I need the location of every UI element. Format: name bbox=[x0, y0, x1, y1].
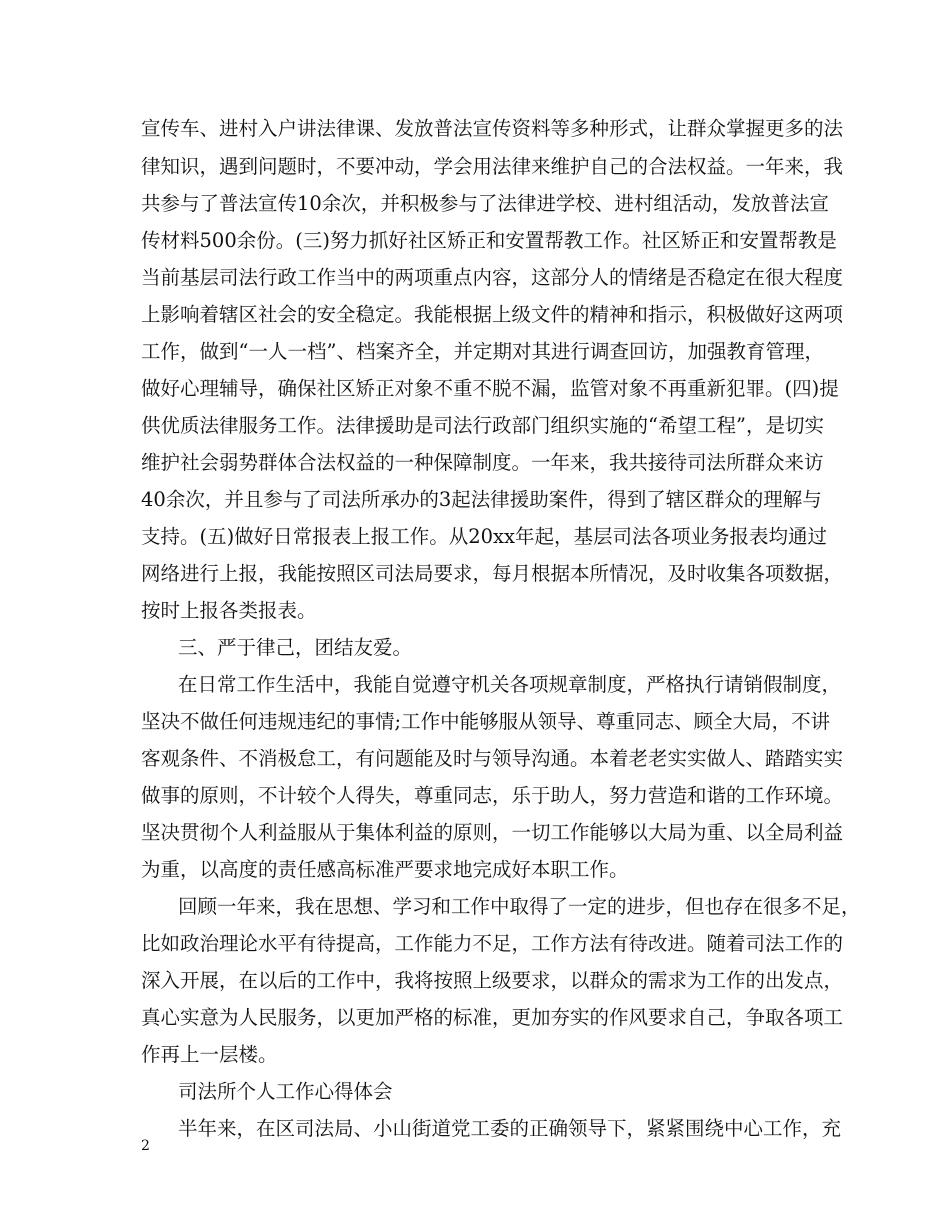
text-line: 当前基层司法行政工作当中的两项重点内容，这部分人的情绪是否稳定在很大程度 bbox=[141, 266, 844, 289]
text-line: 客观条件、不消极怠工，有问题能及时与领导沟通。本着老老实实做人、踏踏实实 bbox=[141, 747, 844, 770]
text-line: 律知识，遇到问题时，不要冲动，学会用法律来维护自己的合法权益。一年来，我 bbox=[141, 155, 844, 178]
text-line: 上影响着辖区社会的安全稳定。我能根据上级文件的精神和指示，积极做好这两项 bbox=[141, 303, 844, 326]
text-line: 坚决不做任何违规违纪的事情;工作中能够服从领导、尊重同志、顾全大局，不讲 bbox=[141, 710, 831, 733]
text-line: 维护社会弱势群体合法权益的一种保障制度。一年来，我共接待司法所群众来访 bbox=[141, 451, 824, 474]
text-line: 作再上一层楼。 bbox=[141, 1043, 278, 1066]
text-line: 深入开展，在以后的工作中，我将按照上级要求，以群众的需求为工作的出发点， bbox=[141, 969, 844, 992]
text-line: 回顾一年来，我在思想、学习和工作中取得了一定的进步，但也存在很多不足， bbox=[178, 895, 861, 918]
text-line: 比如政治理论水平有待提高，工作能力不足，工作方法有待改进。随着司法工作的 bbox=[141, 932, 844, 955]
text-line: 供优质法律服务工作。法律援助是司法行政部门组织实施的“希望工程”，是切实 bbox=[141, 414, 824, 437]
text-line: 支持。(五)做好日常报表上报工作。从20xx年起，基层司法各项业务报表均通过 bbox=[141, 525, 828, 548]
text-line: 传材料500余份。(三)努力抓好社区矫正和安置帮教工作。社区矫正和安置帮教是 bbox=[141, 229, 837, 252]
text-line: 为重，以高度的责任感高标准严要求地完成好本职工作。 bbox=[141, 858, 629, 881]
section-heading: 三、严于律己，团结友爱。 bbox=[178, 636, 413, 659]
text-line: 真心实意为人民服务，以更加严格的标准，更加夯实的作风要求自己，争取各项工 bbox=[141, 1006, 844, 1029]
text-line: 在日常工作生活中，我能自觉遵守机关各项规章制度，严格执行请销假制度， bbox=[178, 673, 842, 696]
text-line: 40余次，并且参与了司法所承办的3起法律援助案件，得到了辖区群众的理解与 bbox=[141, 488, 822, 511]
page-number: 2 bbox=[141, 1138, 150, 1154]
text-line: 工作，做到“一人一档”、档案齐全，并定期对其进行调查回访，加强教育管理， bbox=[141, 340, 824, 363]
text-line: 网络进行上报，我能按照区司法局要求，每月根据本所情况，及时收集各项数据， bbox=[141, 562, 844, 585]
text-line: 按时上报各类报表。 bbox=[141, 599, 317, 622]
text-line: 半年来，在区司法局、小山街道党工委的正确领导下，紧紧围绕中心工作，充 bbox=[178, 1117, 842, 1140]
section-title: 司法所个人工作心得体会 bbox=[178, 1080, 393, 1103]
text-line: 共参与了普法宣传10余次，并积极参与了法律进学校、进村组活动，发放普法宣 bbox=[141, 192, 829, 215]
text-line: 宣传车、进村入户讲法律课、发放普法宣传资料等多种形式，让群众掌握更多的法 bbox=[141, 117, 844, 140]
text-line: 做好心理辅导，确保社区矫正对象不重不脱不漏，监管对象不再重新犯罪。(四)提 bbox=[141, 377, 839, 400]
text-line: 坚决贯彻个人利益服从于集体利益的原则，一切工作能够以大局为重、以全局利益 bbox=[141, 821, 844, 844]
text-line: 做事的原则，不计较个人得失，尊重同志，乐于助人，努力营造和谐的工作环境。 bbox=[141, 784, 844, 807]
